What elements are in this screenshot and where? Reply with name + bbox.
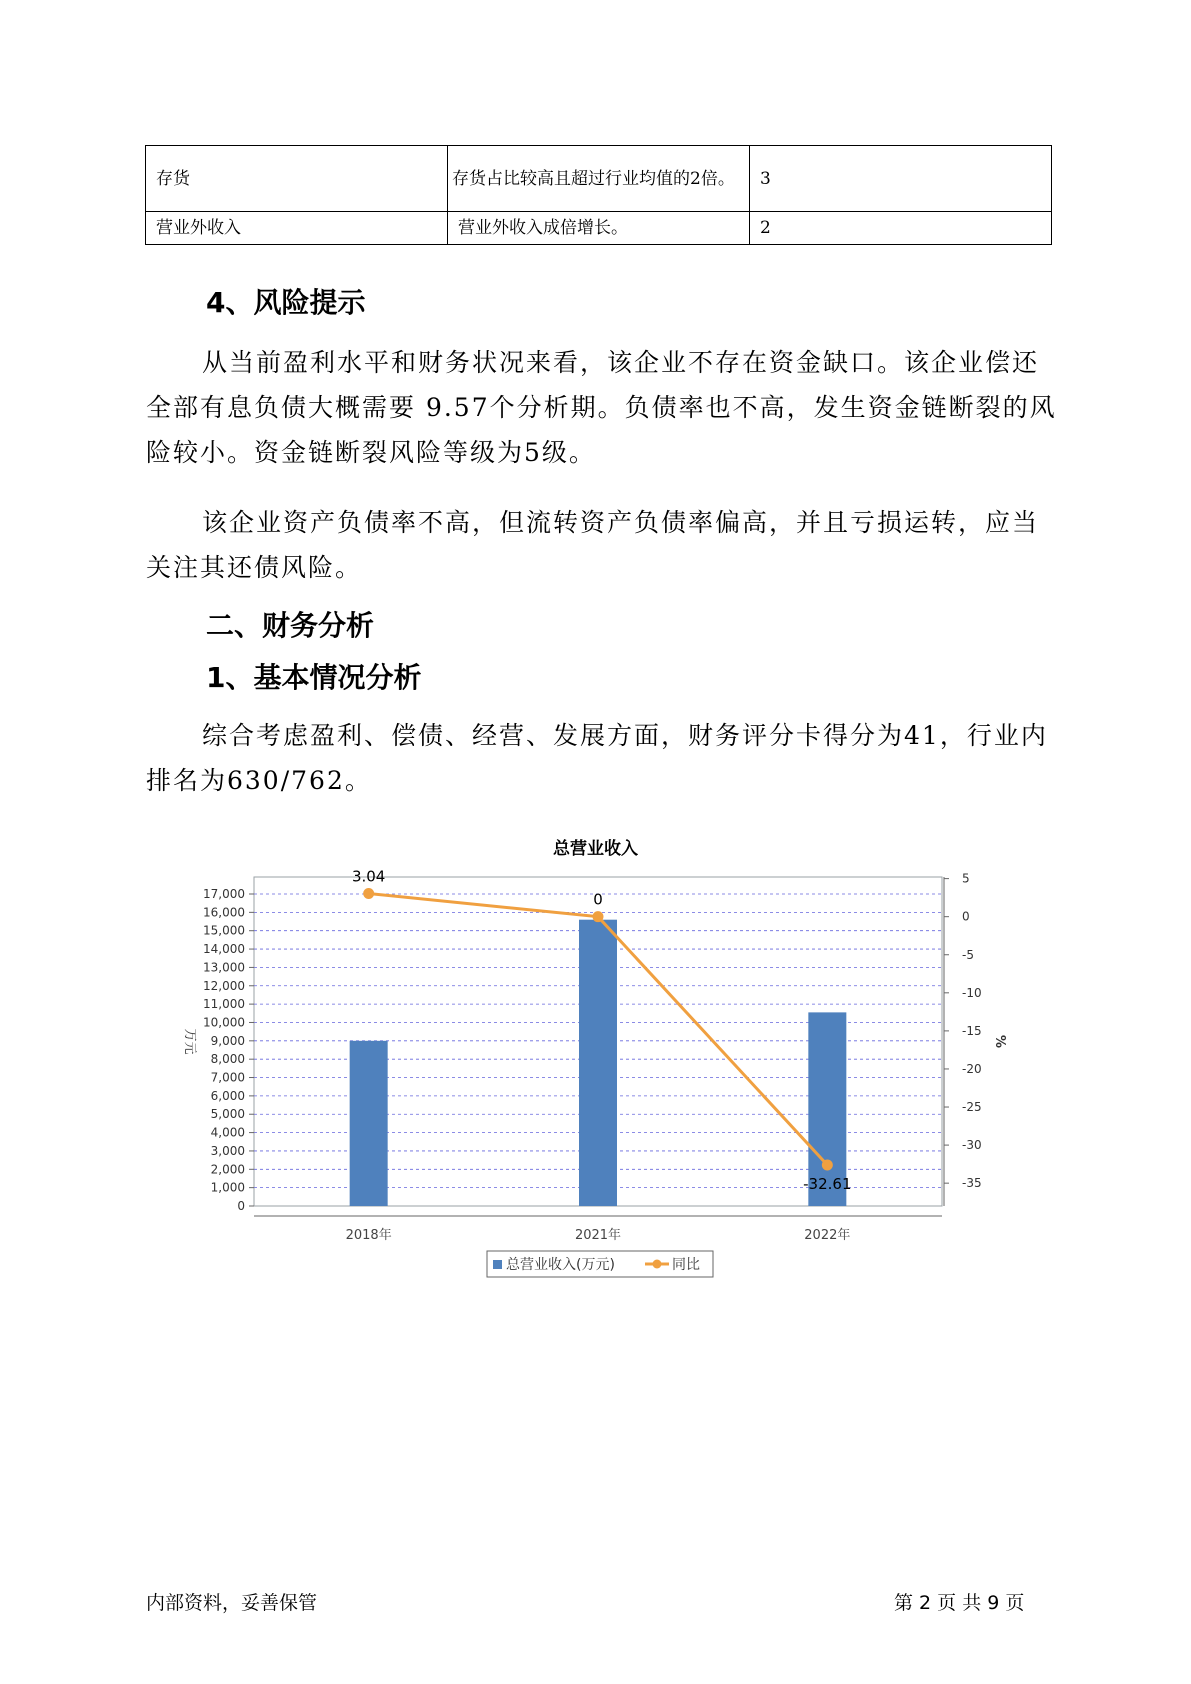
page-number: 第 2 页 共 9 页 [894, 1592, 1025, 1614]
y2-tick-label: -25 [962, 1100, 982, 1115]
table-cell-score: 3 [750, 146, 1052, 212]
risk-heading: 4、风险提示 [206, 286, 366, 319]
legend-bar-label: 总营业收入(万元) [506, 1257, 615, 1273]
y2-axis-label: % [992, 1034, 1007, 1049]
y-tick-label: 15,000 [203, 923, 245, 938]
x-tick-label: 2021年 [574, 1228, 622, 1243]
table-cell-desc: 营业外收入成倍增长。 [448, 212, 750, 245]
y-tick-label: 17,000 [203, 887, 245, 901]
y-tick-label: 14,000 [203, 942, 245, 957]
data-label: 3.04 [351, 867, 386, 886]
bar [350, 1041, 388, 1206]
data-label: 0 [593, 890, 603, 909]
basic-heading: 1、基本情况分析 [206, 661, 422, 694]
chart-title: 总营业收入 [553, 839, 638, 859]
risk-table [145, 145, 1052, 245]
legend-bar-swatch [493, 1260, 502, 1269]
y2-tick-label: -5 [962, 947, 974, 962]
y-tick-label: 6,000 [210, 1088, 245, 1103]
y-tick-label: 7,000 [210, 1070, 245, 1085]
x-tick-label: 2022年 [804, 1228, 851, 1243]
y-tick-label: 2,000 [210, 1162, 245, 1177]
y-tick-label: 13,000 [203, 960, 245, 975]
risk-paragraph-2: 该企业资产负债率不高，但流转资产负债率偏高，并且亏损运转，应当关注其还债风险。 [146, 508, 1040, 582]
footer-note: 内部资料，妥善保管 [146, 1592, 318, 1614]
y2-tick-label: -10 [962, 985, 982, 1000]
legend-line-label: 同比 [672, 1257, 700, 1273]
y-tick-label: 1,000 [210, 1180, 245, 1195]
x-tick-label: 2018年 [345, 1228, 392, 1243]
table-row [146, 212, 1052, 245]
data-label: -32.61 [803, 1174, 852, 1193]
y-tick-label: 11,000 [203, 997, 245, 1012]
table-cell-item: 营业外收入 [146, 212, 448, 245]
y-tick-label: 0 [237, 1199, 245, 1213]
y-tick-label: 5,000 [210, 1107, 245, 1122]
y2-tick-label: -30 [962, 1138, 982, 1153]
revenue-chart [0, 860, 1191, 1290]
y2-tick-label: -35 [962, 1176, 982, 1191]
finance-heading: 二、财务分析 [206, 609, 375, 642]
table-cell-desc: 存货占比较高且超过行业均值的2倍。 [448, 146, 750, 212]
y2-tick-label: 0 [962, 909, 970, 924]
table-cell-item: 存货 [146, 146, 448, 212]
y2-tick-label: -15 [962, 1023, 982, 1038]
y-axis-label: 万元 [182, 1028, 197, 1055]
y-tick-label: 12,000 [203, 978, 245, 993]
risk-paragraph-1: 从当前盈利水平和财务状况来看，该企业不存在资金缺口。该企业偿还全部有息负债大概需要 9.57个分析期。负债率也不高，发生资金链断裂的风险较小。资金链断裂风险等级为5级。 [146, 348, 1057, 467]
y-tick-label: 8,000 [210, 1052, 245, 1067]
basic-paragraph: 综合考虑盈利、偿债、经营、发展方面，财务评分卡得分为41，行业内排名为630/762。 [146, 721, 1048, 795]
line-point [822, 1159, 833, 1170]
table-row [146, 146, 1052, 212]
y2-tick-label: 5 [962, 871, 970, 886]
line-point [593, 911, 604, 922]
y-tick-label: 4,000 [210, 1125, 245, 1140]
table-cell-score: 2 [750, 212, 1052, 245]
y-tick-label: 16,000 [203, 905, 245, 920]
legend-line-marker [653, 1260, 662, 1269]
bar [579, 920, 617, 1206]
line-point [363, 888, 374, 899]
y-tick-label: 10,000 [203, 1015, 245, 1030]
y-tick-label: 9,000 [210, 1033, 245, 1048]
y2-tick-label: -20 [962, 1061, 982, 1076]
y-tick-label: 3,000 [210, 1143, 245, 1158]
